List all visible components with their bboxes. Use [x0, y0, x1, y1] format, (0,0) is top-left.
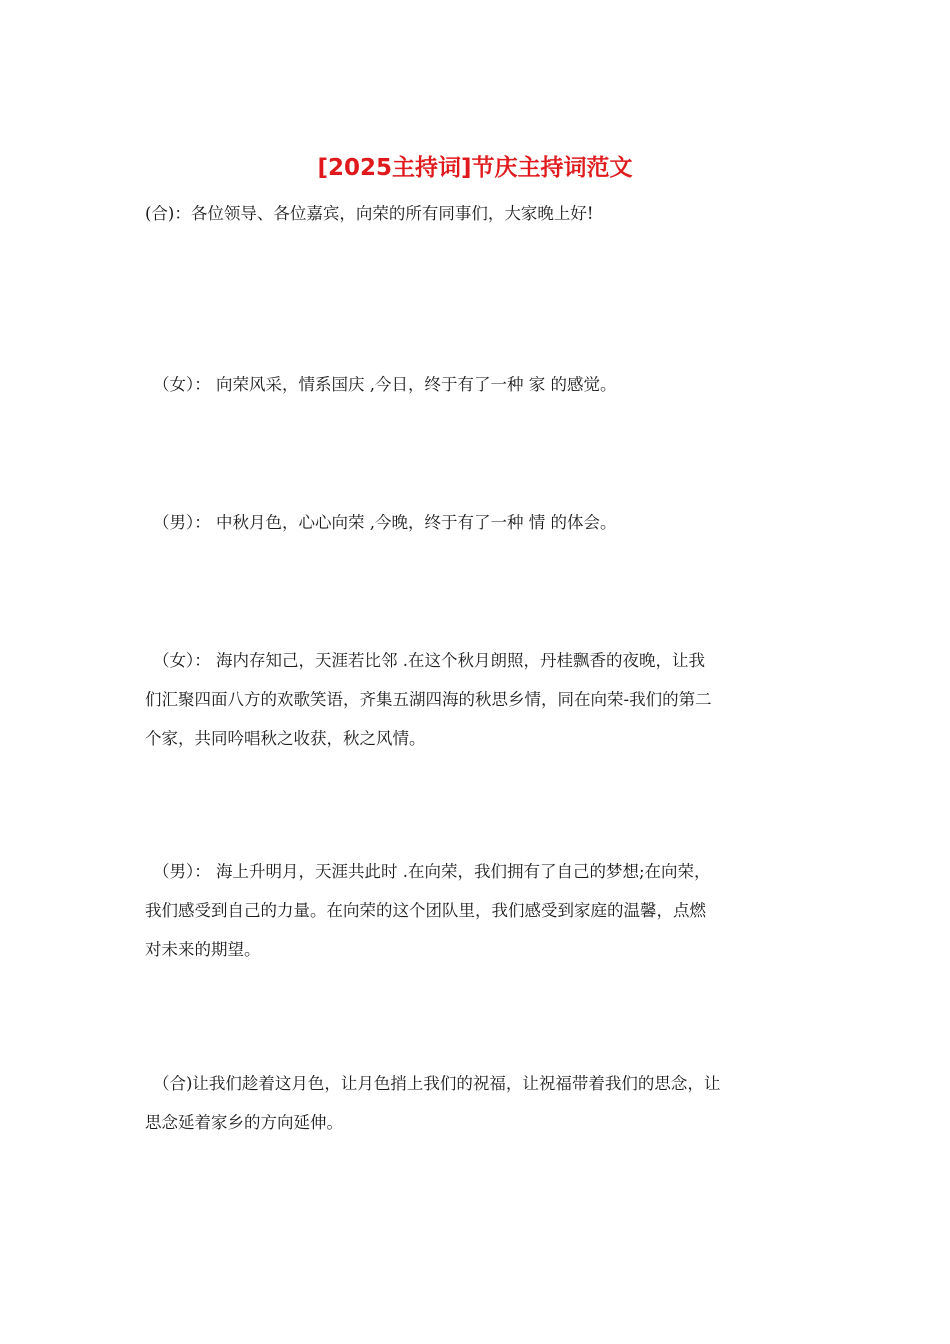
text-line: 个家，共同吟唱秋之收获，秋之风情。	[145, 729, 426, 748]
text-line: （男）： 中秋月色，心心向荣 ,今晚，终于有了一种 情 的体会。	[153, 513, 617, 532]
text-line: 我们感受到自己的力量。在向荣的这个团队里，我们感受到家庭的温馨，点燃	[145, 901, 706, 920]
document-title: [2025主持词]节庆主持词范文	[317, 155, 633, 181]
text-line: （合)让我们趁着这月色，让月色捎上我们的祝福，让祝福带着我们的思念，让	[153, 1074, 721, 1093]
paragraph-male-2	[145, 852, 810, 969]
text-line: 对未来的期望。	[145, 940, 261, 959]
text-line: （男）： 海上升明月，天涯共此时 .在向荣，我们拥有了自己的梦想;在向荣，	[153, 862, 711, 881]
paragraph-opening-together	[145, 194, 810, 233]
text-line: （女）： 海内存知己，天涯若比邻 .在这个秋月朗照，丹桂飘香的夜晚，让我	[153, 651, 705, 670]
paragraph-female-1	[145, 365, 818, 404]
text-line: (合)：各位领导、各位嘉宾，向荣的所有同事们，大家晚上好!	[145, 204, 594, 223]
text-line: 思念延着家乡的方向延伸。	[145, 1113, 343, 1132]
text-line: 们汇聚四面八方的欢歌笑语，齐集五湖四海的秋思乡情，同在向荣-我们的第二	[145, 690, 712, 709]
paragraph-male-1	[145, 503, 818, 542]
paragraph-female-2	[145, 641, 810, 758]
text-line: （女）： 向荣风采，情系国庆 ,今日，终于有了一种 家 的感觉。	[153, 375, 617, 394]
paragraph-closing-together	[145, 1064, 810, 1142]
